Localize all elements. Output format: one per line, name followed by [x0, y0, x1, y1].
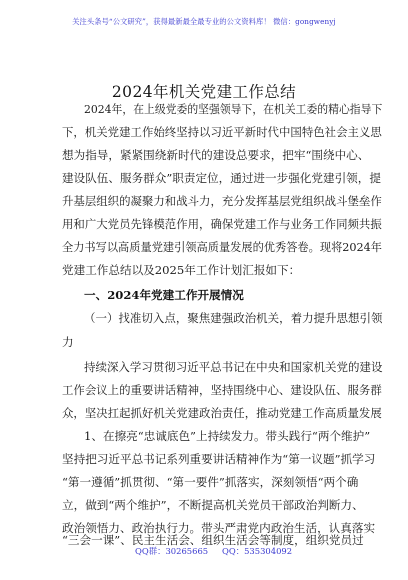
body-line: 升基层组织的凝聚力和战斗力，充分发挥基层党组织战斗堡垒作	[62, 194, 382, 208]
body-line: 用和广大党员先锋模范作用，确保党建工作与业务工作同频共振	[62, 217, 382, 231]
body-line: 政治领悟力、政治执行力。带头严肃党内政治生活，认真落实	[62, 521, 376, 535]
body-line: 工作会议上的重要讲话精神，坚持围绕中心、建设队伍、服务群	[62, 383, 382, 397]
body-line: 全力书写以高质量党建引领高质量发展的优秀答卷。现将2024年	[62, 240, 383, 254]
body-line: 下，机关党建工作始终坚持以习近平新时代中国特色社会主义思	[62, 125, 382, 139]
body-line: 建设队伍、服务群众”职责定位，通过进一步强化党建引领，提	[62, 171, 381, 185]
subsection-heading-continued: 力	[62, 335, 74, 349]
header-banner: 关注头条号“公文研究”，获得最新最全最专业的公文资料库！ 微信：gongwenyj	[72, 17, 336, 26]
body-line: 坚持把习近平总书记系列重要讲话精神作为“第一议题”抓学习	[62, 452, 376, 466]
qq-label: QQ：535304092	[222, 546, 293, 556]
body-line: 1、在擦亮“忠诚底色”上持续发力。带头践行“两个维护”	[84, 429, 371, 443]
subsection-heading: （一）找准切入点，聚焦建强政治机关，着力提升思想引领	[84, 311, 383, 325]
body-line: 立，做到“两个维护”，不断提高机关党员干部政治判断力、	[62, 498, 364, 512]
body-line: 众，坚决扛起抓好机关党建政治责任，推动党建工作高质量发展	[62, 406, 382, 420]
body-line: 持续深入学习贯彻习近平总书记在中央和国家机关党的建设	[84, 360, 383, 374]
body-line: “三会一课”、民主生活会、组织生活会等制度，组织党员过	[62, 533, 364, 547]
body-line: 想为指导，紧紧围绕新时代的建设总要求，把牢“围绕中心、	[62, 148, 370, 162]
qq-group-label: QQ群：30265665	[135, 546, 209, 556]
body-line: 2024年，在上级党委的坚强领导下，在机关工委的精心指导下	[84, 102, 383, 116]
body-line: 党建工作总结以及2025年工作计划汇报如下：	[62, 263, 301, 277]
body-line: “第一遵循”抓贯彻、“第一要件”抓落实，深刻领悟“两个确	[62, 475, 359, 489]
document-title: 2024年机关党建工作总结	[111, 83, 297, 101]
section-heading: 一、2024年党建工作开展情况	[84, 288, 244, 302]
